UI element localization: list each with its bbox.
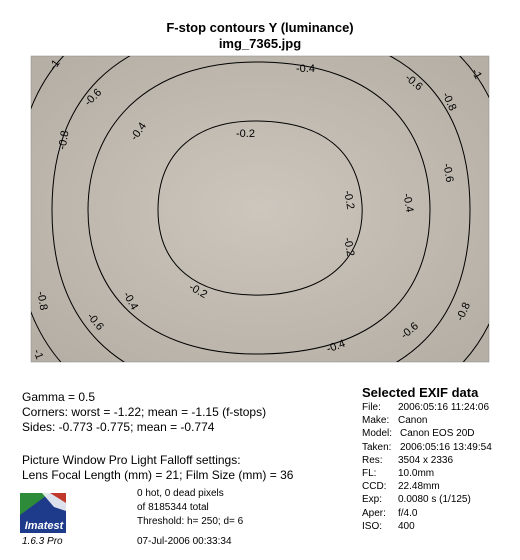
exif-row	[362, 415, 427, 427]
contour-label: -0.6	[398, 320, 421, 342]
exif-value: 3504 x 2336	[398, 454, 454, 466]
contour-label: -0.2	[186, 281, 210, 302]
exif-row	[362, 508, 417, 520]
contour-label: -0.2	[341, 189, 357, 211]
contour-label: -0.8	[34, 290, 50, 312]
contour-label: -0.4	[325, 337, 347, 356]
contour-label: -0.4	[128, 120, 150, 143]
contour-label: -1	[468, 66, 484, 82]
plot-area	[31, 56, 489, 362]
exif-row	[362, 481, 440, 493]
exif-row	[362, 402, 489, 414]
exif-value: f/4.0	[398, 507, 418, 519]
contour-label: -0.2	[236, 128, 255, 140]
logo-text: Imatest	[24, 520, 64, 532]
exif-row	[362, 428, 475, 440]
exif-row	[362, 521, 415, 533]
exif-key: Make:	[362, 415, 390, 427]
exif-key: Taken:	[362, 441, 392, 453]
contour-label: -1	[47, 57, 63, 73]
exif-row	[362, 442, 492, 454]
contour-label: -0.6	[402, 71, 425, 94]
exif-value: 22.48mm	[398, 481, 440, 493]
exif-value: Canon EOS 20D	[400, 428, 475, 440]
gamma-text: Gamma = 0.5	[22, 390, 96, 404]
exif-value: 10.0mm	[398, 468, 435, 479]
exif-key: Exp:	[362, 494, 383, 506]
exif-value: 2006:05:16 13:49:54	[400, 441, 492, 453]
sides-text: Sides: -0.773 -0.775; mean = -0.774	[22, 420, 215, 434]
contour-label: -0.8	[56, 129, 72, 151]
contour-label: -0.6	[82, 86, 105, 109]
exif-row	[362, 455, 453, 467]
version-text: 1.6.3 Pro	[22, 536, 63, 547]
contour-label: -0.4	[400, 192, 416, 214]
threshold-text: Threshold: h= 250; d= 6	[137, 516, 244, 527]
pw-settings-values: Lens Focal Length (mm) = 21; Film Size (mm) = 36	[22, 468, 294, 482]
exif-value: 2006:05:16 11:24:06	[398, 402, 490, 413]
contour-label: -0.4	[296, 63, 315, 75]
exif-key: ISO:	[362, 520, 383, 532]
exif-value: Canon	[398, 415, 428, 427]
exif-row	[362, 494, 471, 506]
contour-label: -0.2	[341, 236, 357, 258]
contour-label: -0.8	[454, 300, 474, 323]
exif-key: Aper:	[362, 507, 386, 519]
exif-key: File:	[362, 402, 381, 413]
total-pixels: of 8185344 total	[137, 502, 209, 513]
plot-filename: img_7365.jpg	[218, 36, 302, 51]
contour-label: -0.8	[439, 90, 459, 113]
exif-key: FL:	[362, 468, 377, 479]
contour-label: -0.6	[440, 162, 456, 184]
contour-label: -0.6	[84, 310, 106, 333]
date-text: 07-Jul-2006 00:33:34	[137, 536, 232, 547]
contour-label: -1	[30, 347, 46, 362]
pw-settings-title: Picture Window Pro Light Falloff settings:	[22, 453, 241, 467]
corners-text: Corners: worst = -1.22; mean = -1.15 (f-stops)	[22, 405, 267, 419]
exif-value: 0.0080 s (1/125)	[398, 494, 471, 506]
contour-label: -0.4	[120, 289, 141, 313]
exif-key: Res:	[362, 454, 383, 466]
exif-row	[362, 468, 434, 480]
exif-title: Selected EXIF data	[362, 385, 479, 400]
exif-value: 400	[398, 520, 415, 532]
exif-key: CCD:	[362, 481, 387, 493]
exif-key: Model:	[362, 428, 393, 440]
hot-dead-pixels: 0 hot, 0 dead pixels	[137, 488, 224, 499]
plot-title: F-stop contours Y (luminance)	[166, 20, 354, 35]
